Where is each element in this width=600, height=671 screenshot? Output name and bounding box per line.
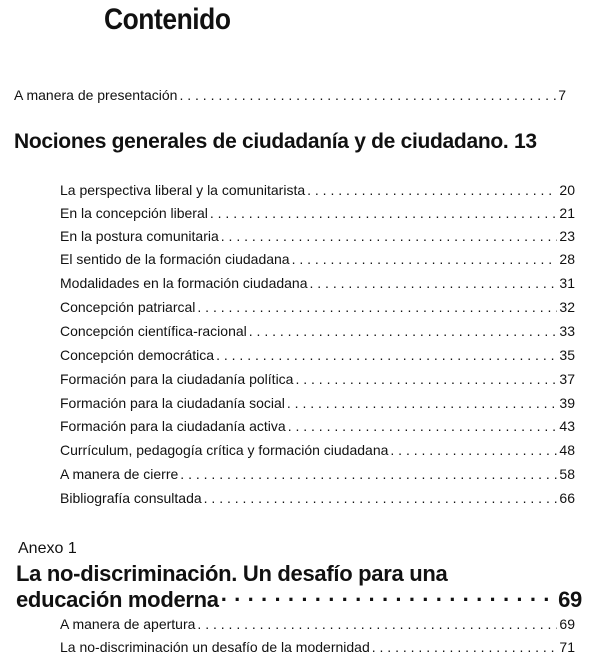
toc-entry-page: 69 [559,616,575,632]
toc-entry-label: Currículum, pedagogía crítica y formación ciudadana [60,442,389,458]
toc-entry-page: 7 [558,87,566,103]
toc-entry-page: 66 [559,490,575,506]
toc-entry[interactable] [60,179,575,201]
toc-entry[interactable] [60,439,575,461]
annex-title-line2[interactable] [16,586,582,614]
toc-entry-page: 58 [559,466,575,482]
toc-entry-label: La no-discriminación un desafío de la modernidad [60,639,370,655]
toc-entry-page: 43 [559,418,575,434]
annex-page: 69 [558,587,582,612]
dot-leader [216,344,557,366]
chapter-title: Nociones generales de ciudadanía y de ciudadano. [14,130,509,153]
toc-entry-page: 28 [559,251,575,267]
dot-leader [288,415,558,437]
toc-entry-page: 32 [559,299,575,315]
toc-entry[interactable] [60,463,575,485]
page-title: Contenido [104,3,231,36]
dot-leader [197,613,557,635]
dot-leader [179,84,556,106]
toc-entry-label: Formación para la ciudadanía política [60,371,294,387]
toc-entry-label: Concepción científica-racional [60,323,247,339]
toc-entry[interactable] [60,392,575,414]
toc-entry-page: 33 [559,323,575,339]
annex-title-label: educación moderna [16,587,219,612]
toc-entry[interactable] [60,415,575,437]
toc-entry-label: En la postura comunitaria [60,228,219,244]
toc-entry-label: A manera de apertura [60,616,196,632]
toc-entry[interactable] [60,368,575,390]
toc-entry[interactable] [60,613,575,635]
chapter-page: 13 [513,130,537,153]
toc-entry-page: 37 [559,371,575,387]
toc-entry-page: 39 [559,395,575,411]
dot-leader [180,463,557,485]
dot-leader [310,272,558,294]
annex-title[interactable]: La no-discriminación. Un desafío para una [16,561,448,586]
toc-entry-page: 35 [559,347,575,363]
toc-entry-page: 71 [559,639,575,655]
dot-leader [210,202,558,224]
toc-entry[interactable] [60,202,575,224]
toc-entry-page: 31 [559,275,575,291]
toc-entry[interactable] [60,248,575,270]
toc-entry-page: 23 [559,228,575,244]
toc-entry[interactable] [60,487,575,509]
toc-entry[interactable] [60,320,575,342]
toc-entry-label: Formación para la ciudadanía social [60,395,285,411]
dot-leader [249,320,558,342]
toc-entry-label: Bibliografía consultada [60,490,202,506]
toc-entry-page: 48 [559,442,575,458]
dot-leader [221,586,556,614]
annex-label: Anexo 1 [18,540,77,557]
dot-leader [372,636,558,658]
toc-entry-label: La perspectiva liberal y la comunitarista [60,182,306,198]
toc-entry-label: Concepción democrática [60,347,215,363]
toc-entry-label: A manera de presentación [14,87,178,103]
toc-entry-label: En la concepción liberal [60,205,208,221]
toc-entry[interactable] [60,296,575,318]
toc-entry-label: Modalidades en la formación ciudadana [60,275,308,291]
toc-entry-label: Concepción patriarcal [60,299,196,315]
toc-entry-intro[interactable] [14,84,566,106]
dot-leader [307,179,557,201]
chapter-heading[interactable] [14,128,584,156]
toc-entry[interactable] [60,225,575,247]
toc-entry-label: El sentido de la formación ciudadana [60,251,290,267]
toc-entry-label: A manera de cierre [60,466,179,482]
dot-leader [295,368,557,390]
toc-entry-page: 21 [559,205,575,221]
toc-entry[interactable] [60,272,575,294]
dot-leader [287,392,558,414]
dot-leader [221,225,558,247]
toc-entry-page: 20 [559,182,575,198]
dot-leader [292,248,558,270]
dot-leader [204,487,558,509]
toc-entry[interactable] [60,636,575,658]
dot-leader [390,439,557,461]
toc-entry[interactable] [60,344,575,366]
dot-leader [197,296,557,318]
toc-entry-label: Formación para la ciudadanía activa [60,418,286,434]
